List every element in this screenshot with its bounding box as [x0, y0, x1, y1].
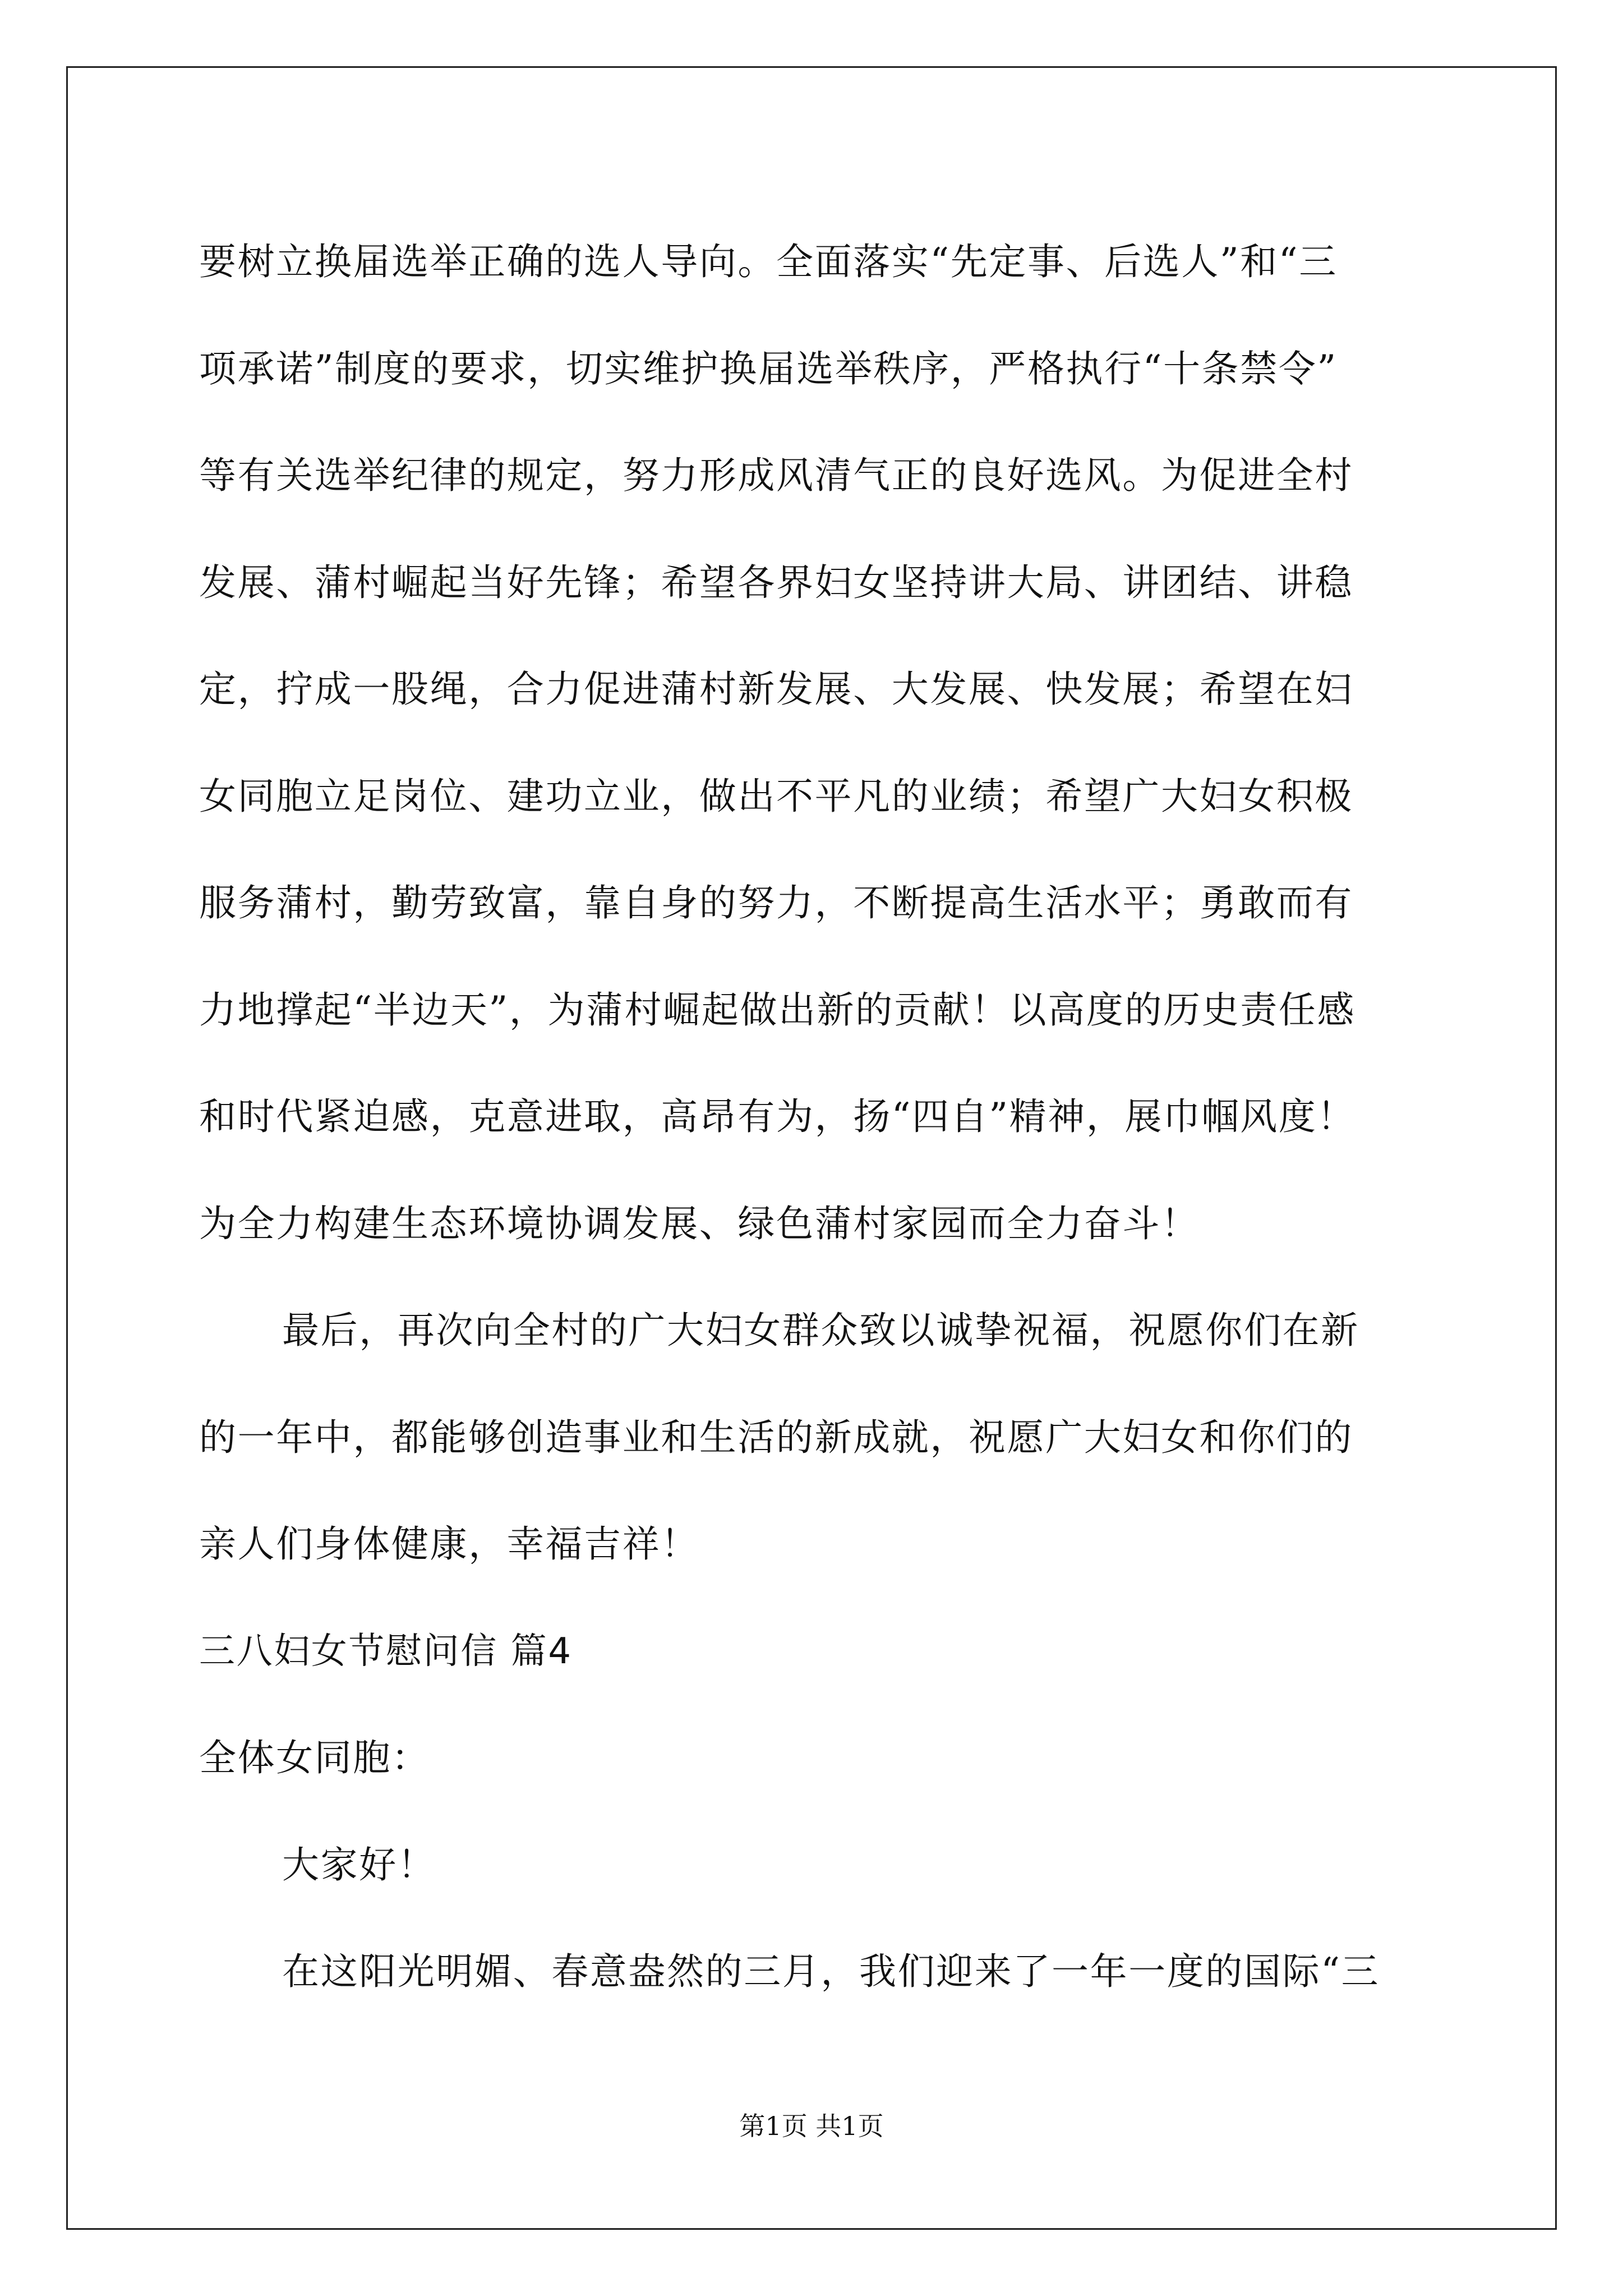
text-line: 的一年中，都能够创造事业和生活的新成就，祝愿广大妇女和你们的: [199, 1415, 1353, 1459]
text-line: 等有关选举纪律的规定，努力形成风清气正的良好选风。为促进全村: [199, 454, 1353, 497]
text-line: 力地撑起“半边天”，为蒲村崛起做出新的贡献！以高度的历史责任感: [199, 988, 1356, 1032]
text-line: 为全力构建生态环境协调发展、绿色蒲村家园而全力奋斗！: [199, 1202, 1200, 1245]
paragraph-start-line: 最后，再次向全村的广大妇女群众致以诚挚祝福，祝愿你们在新: [282, 1309, 1359, 1352]
page-footer: 第1页 共1页: [739, 2111, 884, 2141]
section-heading: 三八妇女节慰问信 篇4: [199, 1630, 573, 1672]
text-line: 和时代紧迫感，克意进取，高昂有为，扬“四自”精神，展巾帼风度！: [199, 1095, 1356, 1138]
document-body: [199, 209, 1433, 2026]
text-line: 发展、蒲村崛起当好先锋；希望各界妇女坚持讲大局、讲团结、讲稳: [199, 560, 1353, 604]
salutation: 全体女同胞：: [199, 1736, 430, 1779]
greeting: 大家好！: [282, 1843, 436, 1887]
text-line: 服务蒲村，勤劳致富，靠自身的努力，不断提高生活水平；勇敢而有: [199, 881, 1353, 924]
text-line: 要树立换届选举正确的选人导向。全面落实“先定事、后选人”和“三: [199, 240, 1338, 283]
paragraph-start-line: 在这阳光明媚、春意盎然的三月，我们迎来了一年一度的国际“三: [282, 1950, 1380, 1993]
text-line: 女同胞立足岗位、建功立业，做出不平凡的业绩；希望广大妇女积极: [199, 774, 1353, 818]
text-line: 亲人们身体健康，幸福吉祥！: [199, 1522, 699, 1566]
text-line: 项承诺”制度的要求，切实维护换届选举秩序，严格执行“十条禁令”: [199, 347, 1338, 390]
text-line: 定，拧成一股绳，合力促进蒲村新发展、大发展、快发展；希望在妇: [199, 668, 1353, 711]
